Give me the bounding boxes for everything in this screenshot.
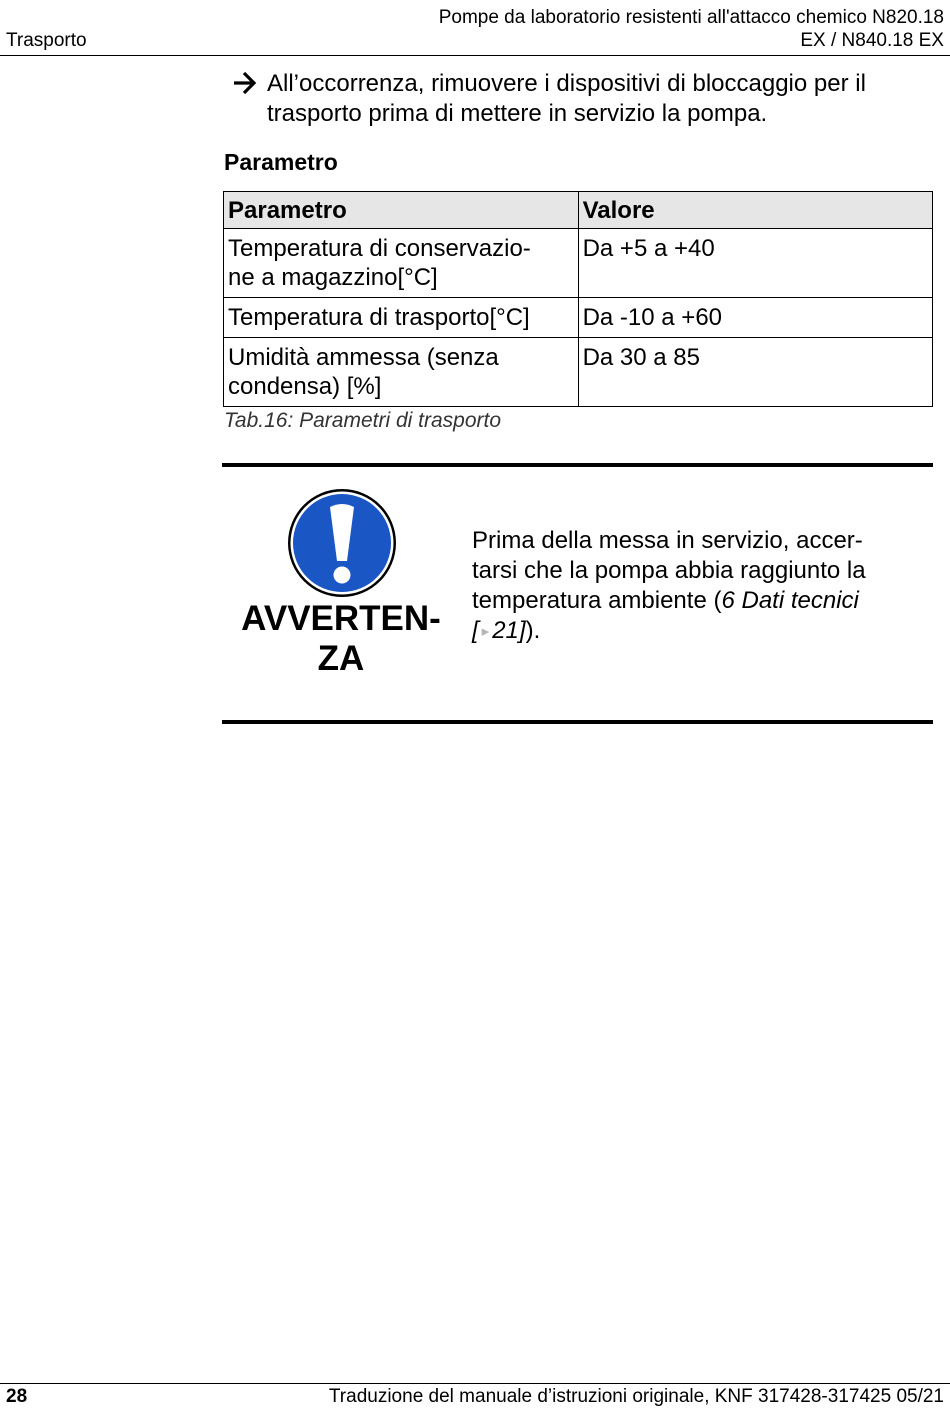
document-title <box>439 6 944 52</box>
parameter-cell <box>224 338 579 407</box>
transport-parameters-table <box>223 191 933 407</box>
table-caption: Tab.16: Parametri di trasporto <box>224 409 502 432</box>
warning-message <box>472 526 912 647</box>
page-ref-marker-icon: ▸ <box>481 623 490 640</box>
table-row <box>224 298 933 338</box>
warning-top-rule <box>222 463 933 467</box>
instruction-text: All’occorrenza, rimuovere i dispositivi di bloccaggio per il trasporto prima di mettere in servizio la pompa. <box>267 70 866 127</box>
exclamation-circle-icon <box>286 487 398 599</box>
document-title-line1: Pompe da laboratorio resistenti all'attacco chemico N820.18 <box>438 7 944 28</box>
warning-text-end: ). <box>525 617 541 644</box>
table-header-row <box>224 192 933 229</box>
column-header-value: Valore <box>578 192 932 229</box>
warning-text-segment: temperatura ambiente ( <box>472 587 722 614</box>
parameter-cell <box>224 298 579 338</box>
warning-label <box>226 599 456 679</box>
table-row <box>224 229 933 298</box>
table-row <box>224 338 933 407</box>
warning-text-line4 <box>472 616 912 647</box>
document-title-line2: EX / N840.18 EX <box>800 30 944 51</box>
instruction-step <box>232 69 932 129</box>
page-ref-open: [ <box>472 617 479 644</box>
warning-text-line1: Prima della messa in servizio, accer- <box>472 527 863 554</box>
warning-label-line2: ZA <box>317 639 365 678</box>
column-header-parameter: Parametro <box>224 192 579 229</box>
footer-divider <box>0 1383 950 1384</box>
warning-text-line2: tarsi che la pompa abbia raggiunto la <box>472 557 866 584</box>
warning-text-line3 <box>472 586 912 616</box>
parameter-line: Umidità ammessa (senza <box>228 344 499 371</box>
parameter-cell <box>224 229 579 298</box>
page-number: 28 <box>6 1386 28 1407</box>
technical-data-link[interactable]: 6 Dati tecnici <box>721 587 859 614</box>
footer-text: Traduzione del manuale d’istruzioni originale, KNF 317428-317425 05/21 <box>328 1386 944 1407</box>
section-name: Trasporto <box>6 30 87 51</box>
value-cell: Da 30 a 85 <box>578 338 932 407</box>
parameter-line: Temperatura di conservazio- <box>228 235 531 262</box>
value-cell: Da +5 a +40 <box>578 229 932 298</box>
warning-label-line1: AVVERTEN- <box>241 599 441 638</box>
warning-bottom-rule <box>222 720 933 724</box>
value-cell: Da -10 a +60 <box>578 298 932 338</box>
parameter-line: condensa) [%] <box>228 373 382 400</box>
parameter-line: Temperatura di trasporto[°C] <box>228 304 530 331</box>
header-divider <box>0 55 950 56</box>
parameter-line: ne a magazzino[°C] <box>228 264 438 291</box>
arrow-right-icon <box>232 70 258 96</box>
page-ref-link[interactable]: 21] <box>492 617 526 644</box>
section-heading: Parametro <box>224 149 338 175</box>
